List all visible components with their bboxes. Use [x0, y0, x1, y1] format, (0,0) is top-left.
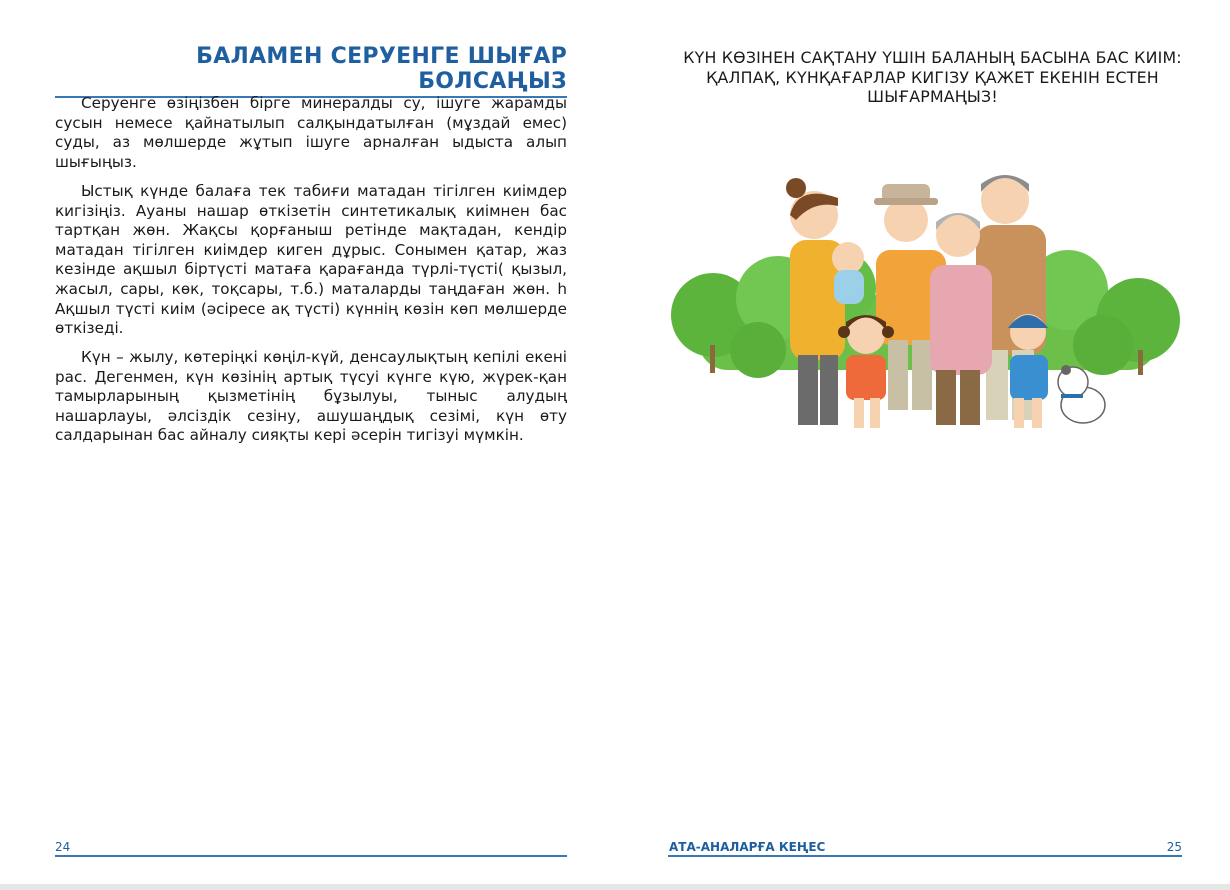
bottom-edge	[0, 884, 1230, 890]
paragraph-clothing: Ыстық күнде балаға тек табиғи матадан тігілген киімдер кигізіңіз. Ауаны нашар өткізетін синтетикалық киімнен бас тартқан жөн. Жақсы қорғаныш ретінде мақтадан, кендір матадан тігілген киімдер киген дұрыс. Сонымен қатар, жаз кезінде ақшыл біртүсті матаға қарағанда түрлі-түсті( қызыл, жасыл, сары, көк, тоқсары, т.б.) маталарды таңдаған жөн. һ Ақшыл түсті киім (әсіресе ақ түсті) күннің көзін көп мөлшерде өткізеді.	[55, 182, 567, 338]
family-illustration	[668, 170, 1183, 445]
sun-hat-notice: КҮН КӨЗІНЕН САҚТАНУ ҮШІН БАЛАНЫҢ БАСЫНА БАС КИІМ: ҚАЛПАҚ, КҮНҚАҒАРЛАР КИГІЗУ ҚАЖЕТ ЕКЕНІН ЕСТЕН ШЫҒАРМАҢЫЗ!	[683, 48, 1182, 106]
paragraph-water: Серуенге өзіңізбен бірге минералды су, ішуге жарамды сусын немесе қайнатылып салқындатылған (мұздай емес) суды, аз мөлшерде жұтып ішуге арналған ыдыста алып шығыңыз.	[55, 94, 567, 171]
left-page-header	[55, 44, 567, 98]
girl	[838, 315, 894, 428]
page-number-left: 24	[55, 840, 71, 854]
running-title: АТА-АНАЛАРҒА КЕҢЕС	[669, 840, 826, 854]
family-picture	[668, 170, 1183, 445]
page-number-right: 25	[1166, 840, 1182, 854]
paragraph-sun: Күн – жылу, көтеріңкі көңіл-күй, денсаулықтың кепілі екені рас. Дегенмен, күн көзінің артық түсуі күнге күю, жүрек-қан тамырларының қызметінің бұзылуы, тыныс алудың нашарлауы, әлсіздік сезіну, ашушаңдық сезімі, күн өту салдарынан бас айналу сияқты кері әсерін тигізуі мүмкін.	[55, 348, 567, 445]
page-title: БАЛАМЕН СЕРУЕНГЕ ШЫҒАР БОЛСАҢЫЗ	[55, 44, 567, 98]
footer-rule-right	[668, 855, 1182, 857]
footer-rule-left	[55, 855, 567, 857]
